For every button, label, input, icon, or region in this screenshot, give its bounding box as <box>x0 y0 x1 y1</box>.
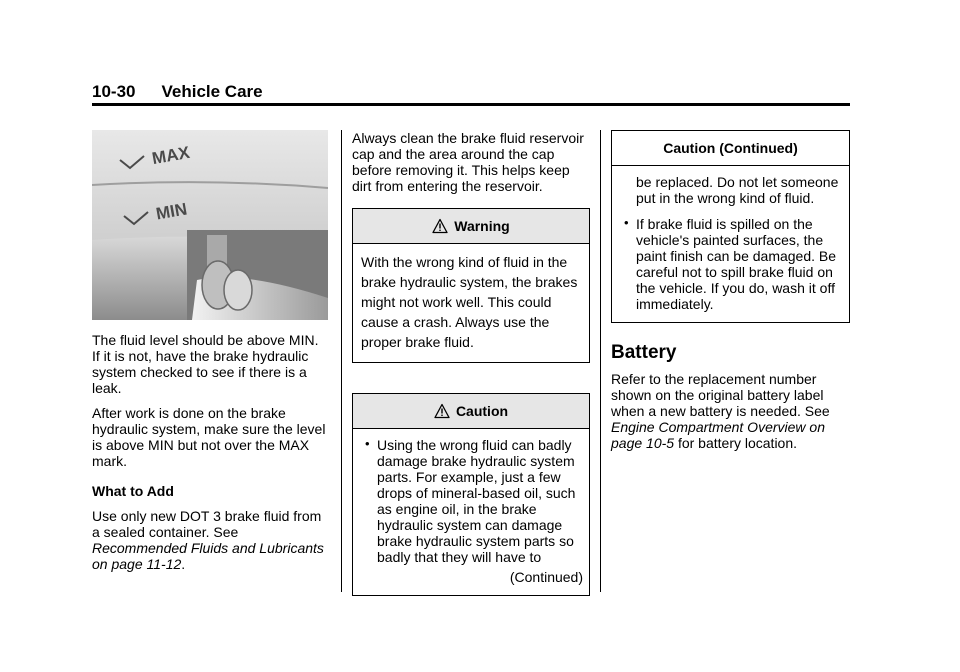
caution-bullet-1 <box>361 437 583 565</box>
page-header <box>92 82 263 102</box>
dot3-text: Use only new DOT 3 brake fluid from a sealed container. See <box>92 508 322 540</box>
max-mark-label: MAX <box>150 142 192 169</box>
caution-box <box>352 393 590 596</box>
caution-continued-body <box>612 166 849 322</box>
column-1 <box>92 130 330 581</box>
what-to-add-heading: What to Add <box>92 483 174 499</box>
caution-triangle-icon <box>434 403 450 419</box>
column-3 <box>611 130 850 460</box>
min-mark-label: MIN <box>154 199 189 224</box>
after-work-paragraph: After work is done on the brake hydraulic system, make sure the level is above MIN but not over the MAX mark. <box>92 405 326 469</box>
page-number: 10-30 <box>92 82 136 101</box>
warning-title: Warning <box>454 218 510 234</box>
warning-header <box>353 209 589 244</box>
section-title: Vehicle Care <box>161 82 263 101</box>
column-divider-1 <box>341 130 342 592</box>
caution-cont-text: be replaced. Do not let someone put in the wrong kind of fluid. <box>636 174 839 206</box>
caution-title: Caution <box>455 403 509 419</box>
battery-paragraph <box>611 371 850 451</box>
column-2 <box>352 130 590 596</box>
caution-header <box>353 394 589 429</box>
caution-bullet-2-text: If brake fluid is spilled on the vehicle's painted surfaces, the paint finish can be damaged. Be careful not to spill brake fluid on the vehicle. If you do, wash it off immediately. <box>636 216 837 312</box>
caution-body <box>353 429 589 595</box>
battery-heading: Battery <box>611 342 677 363</box>
battery-text: Refer to the replacement number shown on the original battery label when a new battery is needed. See <box>611 371 830 419</box>
caution-continued-box <box>611 130 850 323</box>
caution-bullet-1-text: Using the wrong fluid can badly damage brake hydraulic system parts. For example, just a few drops of mineral-based oil, such as engine oil, in the brake hydraulic system can damage brake hydraulic system parts so badly that they will have to <box>377 437 576 565</box>
bullet-icon: • <box>624 215 629 230</box>
caution-continued-header: Caution (Continued) <box>612 131 849 166</box>
bullet-icon: • <box>365 436 370 451</box>
engine-compartment-link[interactable]: Engine Compartment Overview on page 10-5 <box>611 419 825 451</box>
brake-reservoir-figure <box>92 130 328 320</box>
caution-bullet-2 <box>620 216 843 312</box>
battery-end-text: for battery location. <box>674 435 798 451</box>
warning-body: With the wrong kind of fluid in the brake hydraulic system, the brakes might not work well. This could cause a crash. Always use the proper brake fluid. <box>361 254 578 350</box>
warning-box <box>352 208 590 363</box>
warning-triangle-icon <box>432 218 448 234</box>
reservoir-illustration <box>92 130 328 320</box>
recommended-fluids-link[interactable]: Recommended Fluids and Lubricants on page 11-12 <box>92 540 324 572</box>
fluid-level-paragraph: The fluid level should be above MIN. If it is not, have the brake hydraulic system checked to see if there is a leak. <box>92 332 319 396</box>
dot3-paragraph <box>92 508 330 572</box>
continued-label: (Continued) <box>509 569 583 585</box>
clean-cap-paragraph: Always clean the brake fluid reservoir cap and the area around the cap before removing it. This helps keep dirt from entering the reservoir. <box>352 130 584 194</box>
column-divider-2 <box>600 130 601 592</box>
header-rule <box>92 103 850 106</box>
dot3-period: . <box>181 556 186 572</box>
